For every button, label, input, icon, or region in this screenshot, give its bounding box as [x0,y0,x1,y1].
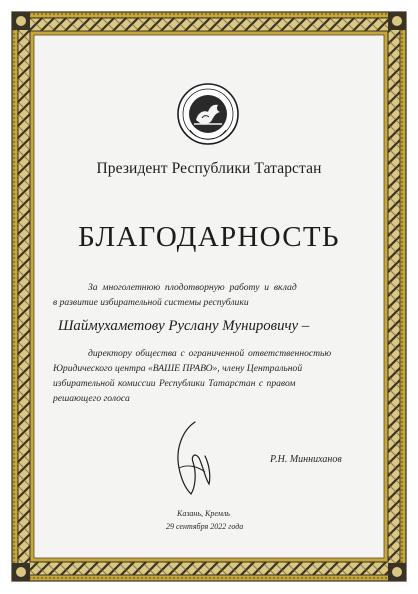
reason-line-2: в развитие избирательной системы республики [53,297,249,308]
issue-date: 29 сентября 2022 года [166,522,244,531]
handwritten-signature [165,418,225,498]
reason-line-1: За многолетнюю плодотворную работу и вклад [88,282,297,293]
document-title: БЛАГОДАРНОСТЬ [78,221,340,253]
signatory-name: Р.Н. Минниханов [270,454,342,465]
position-line-1: директору общества с ограниченной ответственностью [88,348,332,359]
tatarstan-emblem-icon [176,82,240,146]
recipient-name: Шаймухаметову Руслану Мунировичу – [58,318,310,334]
position-line-4: решающего голоса [53,393,130,404]
position-line-3: избирательной комиссии Республики Татарстан с правом [53,378,296,389]
issuer-heading: Президент Республики Татарстан [96,160,322,177]
position-line-2: Юридического центра «ВАШЕ ПРАВО», члену Центральной [53,363,303,374]
issue-place: Казань, Кремль [177,509,230,518]
